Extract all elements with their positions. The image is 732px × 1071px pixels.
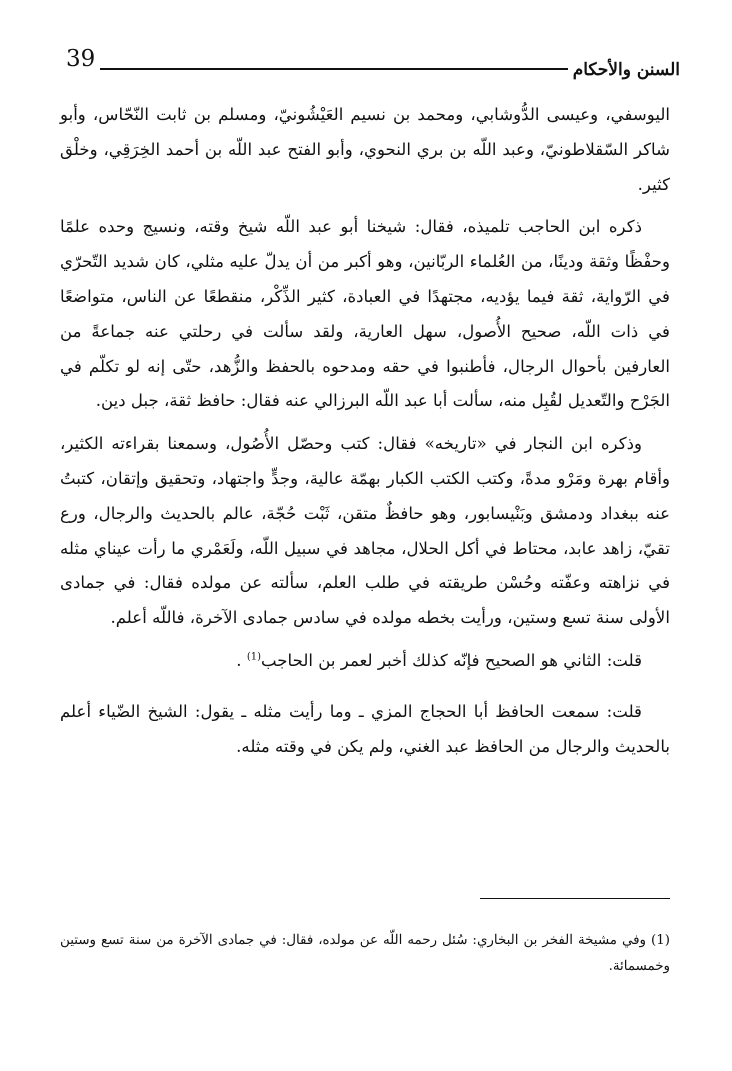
paragraph-4-text: قلت: الثاني هو الصحيح فإنّه كذلك أخبر لعمر بن الحاجب bbox=[261, 650, 642, 670]
running-title: السنن والأحكام bbox=[572, 60, 680, 80]
header-rule bbox=[100, 68, 568, 70]
footnote-1: (1) وفي مشيخة الفخر بن البخاري: سُئل رحمه اللّه عن مولده، فقال: في جمادى الآخرة من سنة تسع وستين وخمسمائة. bbox=[60, 933, 670, 974]
paragraph-3: وذكره ابن النجار في «تاريخه» فقال: كتب وحصّل الأُصُول، وسمعنا بقراءته الكثير، وأقام بهرة ومَرْو مدةً، وكتب الكتب الكبار بهمّة عالية، وجدٍّ واجتهاد، وتحقيق وإتقان، كتبتُ عنه ببغداد ودمشق وبَنْيسابور، وهو حافظٌ متقن، ثَبْت حُجّة، عالم بالحديث والرجال، ورع تقيّ، زاهد عابد، محتاط في أكل الحلال، مجاهد في سبيل اللّه، ولَعَمْري ما رأت عيناي مثله في نزاهته وعفّته وحُسْن طريقته في طلب العلم، سألته عن مولده فقال: في جمادى الأولى سنة تسع وستين، ورأيت بخطه مولده في سادس جمادى الآخرة، فاللّه أعلم. bbox=[60, 434, 670, 628]
main-text bbox=[60, 98, 670, 772]
paragraph-4-end: . bbox=[236, 650, 247, 670]
footnotes bbox=[60, 928, 670, 980]
page-header bbox=[60, 42, 680, 86]
paragraph-1: اليوسفي، وعيسى الدُّوشابي، ومحمد بن نسيم العَيْشُونيّ، ومسلم بن ثابت النّحّاس، وأبو شاكر السّقلاطونيّ، وعبد اللّه بن بري النحوي، وأبو الفتح عبد اللّه بن أحمد الخِرَقِي، وخلْق كثير. bbox=[60, 105, 670, 194]
paragraph-2: ذكره ابن الحاجب تلميذه، فقال: شيخنا أبو عبد اللّه شيخ وقته، ونسيج وحده علمًا وحفْظًا وثقة ودينًا، من العُلماء الربّانين، وهو أكبر من أن يدلّ عليه مثلي، كان شديد التّحرّي في الرّواية، ثقة فيما يؤديه، مجتهدًا في العبادة، كثير الذِّكْر، منقطعًا عن الناس، متواضعًا في ذات اللّه، صحيح الأُصول، سهل العارية، ولقد سألت في رحلتي عنه جماعةً من العارفين بأحوال الرجال، فأطنبوا في حقه ومدحوه بالحفظ والزُّهد، حتّى إنه لو تكلّم في الجَرْح والتّعديل لقُبِل منه، سألت أبا عبد اللّه البرزالي عنه فقال: حافظ ثقة، جبل دين. bbox=[60, 217, 670, 411]
footnote-separator bbox=[480, 898, 670, 899]
footnote-reference: (1) bbox=[246, 651, 261, 663]
page-number: 39 bbox=[66, 46, 96, 72]
paragraph-4 bbox=[60, 644, 670, 679]
paragraph-5: قلت: سمعت الحافظ أبا الحجاج المزي ـ وما رأيت مثله ـ يقول: الشيخ الضّياء أعلم بالحديث والرجال من الحافظ عبد الغني، ولم يكن في وقته مثله. bbox=[60, 701, 670, 756]
